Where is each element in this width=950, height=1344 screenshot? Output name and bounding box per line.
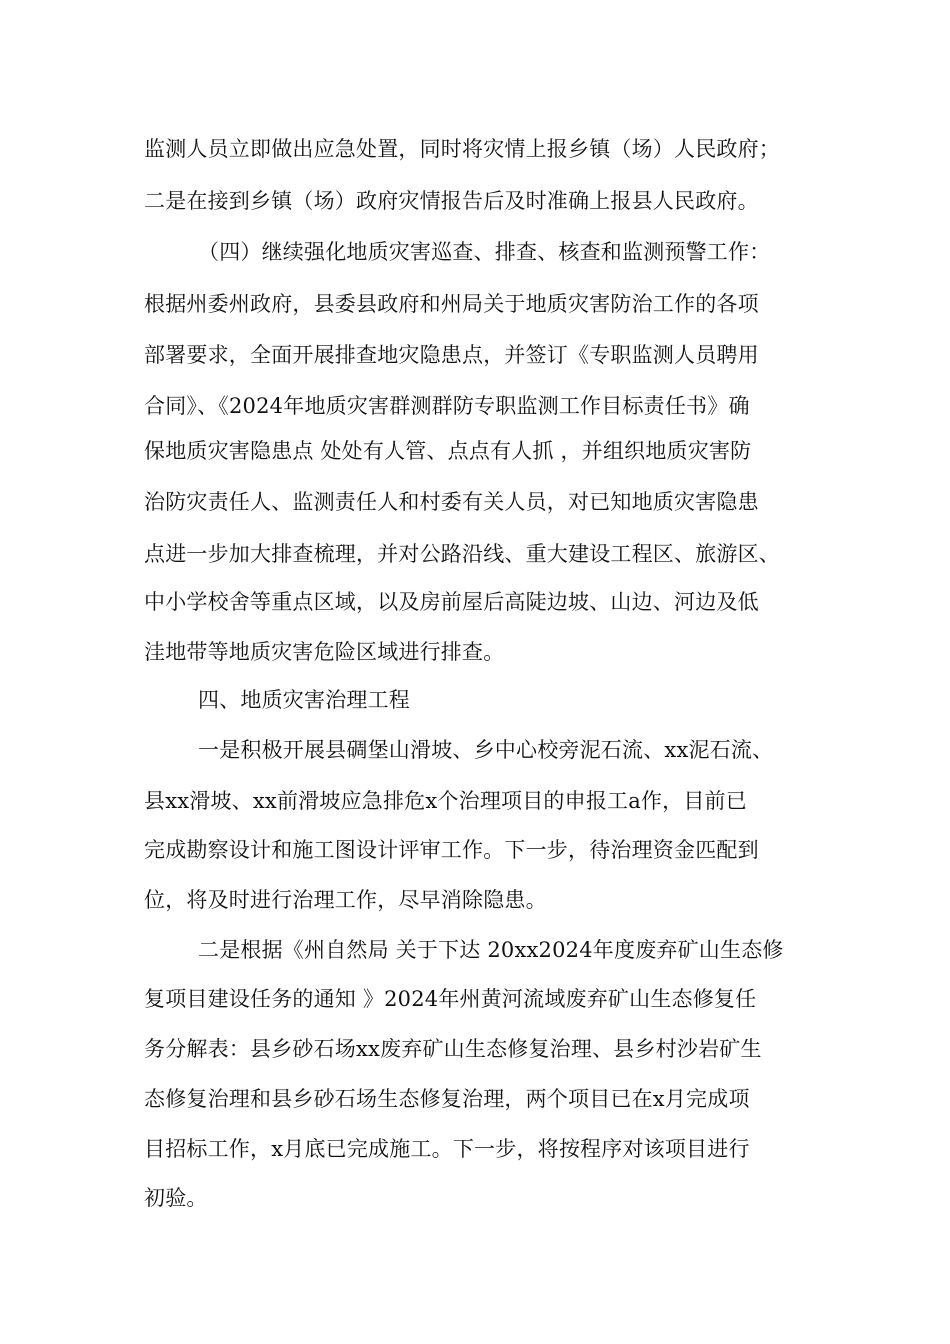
text-line: 复项目建设任务的通知 》2024年州黄河流域废弃矿山生态修复任: [144, 987, 757, 1011]
text-line: 二是在接到乡镇（场）政府灾情报告后及时准确上报县人民政府。: [144, 189, 759, 213]
text-line: 务分解表：县乡砂石场xx废弃矿山生态修复治理、县乡村沙岩矿生: [144, 1037, 762, 1061]
text-line: 完成勘察设计和施工图设计评审工作。下一步，待治理资金匹配到: [144, 838, 759, 862]
text-line: 合同》、《2024年地质灾害群测群防专职监测工作目标责任书》确: [144, 394, 750, 418]
section-heading: （四）继续强化地质灾害巡查、排查、核查和监测预警工作：: [198, 240, 771, 264]
text-line: 点进一步加大排查梳理，并对公路沿线、重大建设工程区、旅游区、: [144, 542, 780, 566]
text-line: 洼地带等地质灾害危险区域进行排查。: [144, 640, 505, 664]
paragraph-start: 二是根据《州自然局 关于下达 20xx2024年度废弃矿山生态修: [198, 938, 784, 962]
text-line: 初验。: [144, 1186, 208, 1210]
text-line: 治防灾责任人、监测责任人和村委有关人员，对已知地质灾害隐患: [144, 490, 759, 514]
text-line: 部署要求，全面开展排查地灾隐患点，并签订《专职监测人员聘用: [144, 343, 759, 367]
text-line: 位，将及时进行治理工作，尽早消除隐患。: [144, 888, 547, 912]
text-line: 监测人员立即做出应急处置，同时将灾情上报乡镇（场）人民政府；: [144, 137, 780, 161]
text-line: 保地质灾害隐患点 处处有人管、点点有人抓 ，并组织地质灾害防: [144, 439, 752, 463]
text-line: 县xx滑坡、xx前滑坡应急排危x个治理项目的申报工a作，目前已: [144, 789, 747, 813]
paragraph-start: 一是积极开展县碉堡山滑坡、乡中心校旁泥石流、xx泥石流、: [198, 738, 774, 762]
section-heading: 四、地质灾害治理工程: [198, 688, 410, 712]
text-line: 中小学校舍等重点区域，以及房前屋后高陡边坡、山边、河边及低: [144, 590, 759, 614]
text-line: 根据州委州政府，县委县政府和州局关于地质灾害防治工作的各项: [144, 292, 759, 316]
text-line: 目招标工作，x月底已完成施工。下一步，将按程序对该项目进行: [144, 1137, 750, 1161]
text-line: 态修复治理和县乡砂石场生态修复治理，两个项目已在x月完成项: [144, 1087, 750, 1111]
